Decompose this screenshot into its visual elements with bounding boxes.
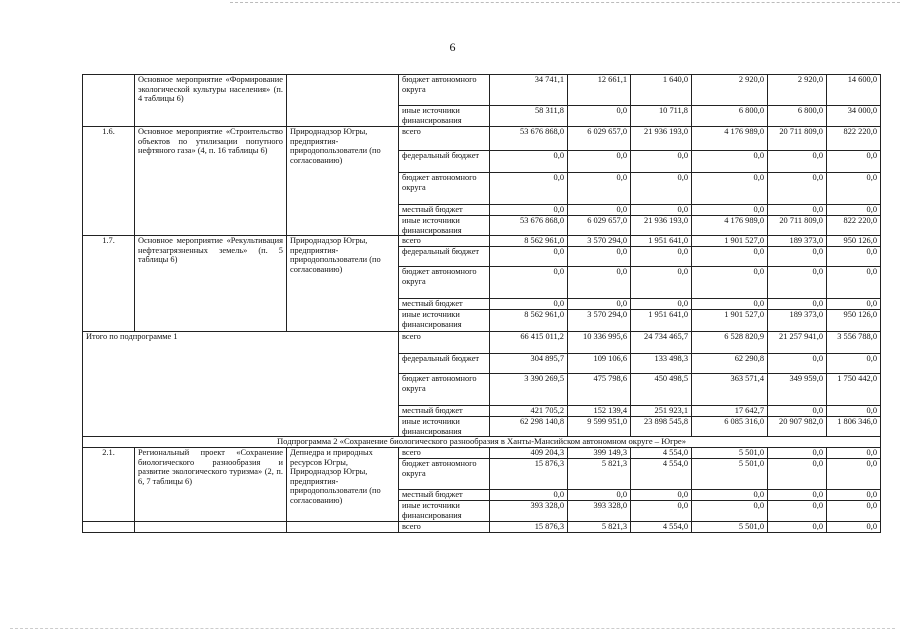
value-cell: 349 959,0 [768, 374, 827, 406]
value-cell: 0,0 [768, 299, 827, 310]
table-row [83, 332, 881, 354]
value-cell: 0,0 [827, 205, 881, 216]
value-cell: 0,0 [768, 501, 827, 522]
value-cell: 152 139,4 [568, 406, 631, 417]
value-cell: 6 800,0 [768, 106, 827, 127]
value-cell: 0,0 [568, 299, 631, 310]
value-cell: 409 204,3 [490, 448, 568, 459]
value-cell: 0,0 [490, 205, 568, 216]
value-cell: 251 923,1 [631, 406, 692, 417]
scan-bottom-edge [10, 628, 895, 629]
value-cell: 0,0 [768, 267, 827, 299]
value-cell: 0,0 [768, 173, 827, 205]
value-cell: 0,0 [692, 173, 768, 205]
value-cell: 0,0 [568, 173, 631, 205]
value-cell: 15 876,3 [490, 459, 568, 490]
value-cell: 21 936 193,0 [631, 216, 692, 236]
value-cell: 0,0 [768, 406, 827, 417]
funding-source: всего [399, 448, 490, 459]
value-cell: 20 711 809,0 [768, 127, 827, 151]
value-cell: 21 257 941,0 [768, 332, 827, 354]
table-row [83, 127, 881, 151]
value-cell: 34 741,1 [490, 75, 568, 106]
value-cell: 53 676 868,0 [490, 127, 568, 151]
value-cell: 6 029 657,0 [568, 216, 631, 236]
measure-name: Основное мероприятие «Строительство объектов по утилизации попутного нефтяного газа» (4, п. 16 таблицы 6) [135, 127, 287, 236]
value-cell: 4 176 989,0 [692, 127, 768, 151]
value-cell: 0,0 [631, 151, 692, 173]
value-cell: 34 000,0 [827, 106, 881, 127]
funding-source: иные источники финансирования [399, 501, 490, 522]
executor [287, 75, 399, 127]
value-cell: 0,0 [827, 173, 881, 205]
funding-source: местный бюджет [399, 406, 490, 417]
value-cell: 0,0 [490, 299, 568, 310]
value-cell: 0,0 [490, 151, 568, 173]
value-cell: 0,0 [631, 299, 692, 310]
funding-source: бюджет автономного округа [399, 459, 490, 490]
value-cell: 0,0 [768, 354, 827, 374]
table-row [83, 437, 881, 448]
value-cell: 0,0 [692, 267, 768, 299]
row-number: 1.7. [83, 236, 135, 332]
funding-source: федеральный бюджет [399, 354, 490, 374]
value-cell: 0,0 [827, 354, 881, 374]
funding-source: бюджет автономного округа [399, 75, 490, 106]
measure-name: Основное мероприятие «Рекультивация нефтезагрязненных земель» (п. 5 таблицы 6) [135, 236, 287, 332]
funding-source: бюджет автономного округа [399, 374, 490, 406]
row-number: 2.1. [83, 448, 135, 522]
value-cell: 0,0 [692, 490, 768, 501]
value-cell: 0,0 [692, 299, 768, 310]
funding-source: всего [399, 127, 490, 151]
value-cell: 1 901 527,0 [692, 310, 768, 332]
funding-source: местный бюджет [399, 490, 490, 501]
funding-source: всего [399, 332, 490, 354]
value-cell: 6 085 316,0 [692, 417, 768, 437]
value-cell: 189 373,0 [768, 236, 827, 247]
value-cell: 0,0 [631, 501, 692, 522]
value-cell: 0,0 [827, 267, 881, 299]
value-cell: 3 570 294,0 [568, 236, 631, 247]
page-number: 6 [449, 40, 456, 54]
funding-source: местный бюджет [399, 205, 490, 216]
value-cell: 6 528 820,9 [692, 332, 768, 354]
value-cell: 24 734 465,7 [631, 332, 692, 354]
value-cell: 0,0 [827, 151, 881, 173]
executor: Природнадзор Югры, предприятия-природопользователи (по согласованию) [287, 127, 399, 236]
value-cell: 14 600,0 [827, 75, 881, 106]
value-cell: 0,0 [568, 267, 631, 299]
value-cell: 0,0 [692, 501, 768, 522]
value-cell: 5 821,3 [568, 459, 631, 490]
value-cell: 0,0 [768, 205, 827, 216]
value-cell: 4 554,0 [631, 522, 692, 533]
value-cell: 1 750 442,0 [827, 374, 881, 406]
funding-source: бюджет автономного округа [399, 173, 490, 205]
value-cell: 0,0 [827, 299, 881, 310]
value-cell: 5 501,0 [692, 459, 768, 490]
funding-source: иные источники финансирования [399, 216, 490, 236]
table-row [83, 75, 881, 106]
value-cell: 0,0 [827, 522, 881, 533]
value-cell: 8 562 961,0 [490, 310, 568, 332]
value-cell: 0,0 [490, 267, 568, 299]
value-cell: 0,0 [631, 205, 692, 216]
funding-source: бюджет автономного округа [399, 267, 490, 299]
measure-name: Региональный проект «Сохранение биологического разнообразия и развитие экологического туризма» (2, п. 6, 7 таблицы 6) [135, 448, 287, 522]
executor: Природнадзор Югры, предприятия-природопользователи (по согласованию) [287, 236, 399, 332]
value-cell: 0,0 [568, 151, 631, 173]
value-cell: 0,0 [768, 151, 827, 173]
value-cell: 62 290,8 [692, 354, 768, 374]
value-cell: 475 798,6 [568, 374, 631, 406]
value-cell: 0,0 [490, 247, 568, 267]
value-cell: 4 176 989,0 [692, 216, 768, 236]
budget-table [82, 74, 881, 533]
value-cell: 109 106,6 [568, 354, 631, 374]
value-cell: 950 126,0 [827, 236, 881, 247]
value-cell: 0,0 [827, 247, 881, 267]
funding-source: всего [399, 522, 490, 533]
table-row [83, 522, 881, 533]
value-cell: 189 373,0 [768, 310, 827, 332]
value-cell: 2 920,0 [768, 75, 827, 106]
value-cell: 363 571,4 [692, 374, 768, 406]
value-cell: 0,0 [768, 448, 827, 459]
value-cell: 4 554,0 [631, 448, 692, 459]
value-cell: 3 390 269,5 [490, 374, 568, 406]
value-cell: 10 711,8 [631, 106, 692, 127]
funding-source: местный бюджет [399, 299, 490, 310]
value-cell: 0,0 [768, 490, 827, 501]
value-cell: 0,0 [568, 205, 631, 216]
scan-top-edge [230, 2, 900, 3]
value-cell: 1 951 641,0 [631, 310, 692, 332]
executor [287, 522, 399, 533]
funding-source: федеральный бюджет [399, 247, 490, 267]
value-cell: 0,0 [827, 448, 881, 459]
value-cell: 133 498,3 [631, 354, 692, 374]
value-cell: 2 920,0 [692, 75, 768, 106]
value-cell: 5 501,0 [692, 522, 768, 533]
value-cell: 393 328,0 [490, 501, 568, 522]
funding-source: иные источники финансирования [399, 310, 490, 332]
row-number [83, 75, 135, 127]
value-cell: 0,0 [568, 490, 631, 501]
value-cell: 0,0 [568, 106, 631, 127]
value-cell: 0,0 [768, 459, 827, 490]
value-cell: 1 640,0 [631, 75, 692, 106]
value-cell: 21 936 193,0 [631, 127, 692, 151]
value-cell: 58 311,8 [490, 106, 568, 127]
value-cell: 0,0 [768, 522, 827, 533]
value-cell: 15 876,3 [490, 522, 568, 533]
measure-name: Основное мероприятие «Формирование экологической культуры населения» (п. 4 таблицы 6) [135, 75, 287, 127]
value-cell: 0,0 [827, 459, 881, 490]
value-cell: 62 298 140,8 [490, 417, 568, 437]
funding-source: иные источники финансирования [399, 417, 490, 437]
value-cell: 304 895,7 [490, 354, 568, 374]
value-cell: 0,0 [768, 247, 827, 267]
value-cell: 0,0 [631, 267, 692, 299]
value-cell: 0,0 [631, 173, 692, 205]
value-cell: 0,0 [692, 151, 768, 173]
value-cell: 66 415 011,2 [490, 332, 568, 354]
subprogram-title: Подпрограмма 2 «Сохранение биологического разнообразия в Ханты-Мансийском автономном округе – Югре» [83, 437, 881, 448]
value-cell: 421 705,2 [490, 406, 568, 417]
funding-source: федеральный бюджет [399, 151, 490, 173]
value-cell: 6 800,0 [692, 106, 768, 127]
value-cell: 1 951 641,0 [631, 236, 692, 247]
value-cell: 0,0 [631, 247, 692, 267]
value-cell: 20 907 982,0 [768, 417, 827, 437]
value-cell: 17 642,7 [692, 406, 768, 417]
subtotal-label: Итого по подпрограмме 1 [83, 332, 399, 437]
value-cell: 0,0 [631, 490, 692, 501]
value-cell: 4 554,0 [631, 459, 692, 490]
value-cell: 399 149,3 [568, 448, 631, 459]
value-cell: 0,0 [490, 173, 568, 205]
executor: Депнедра и природных ресурсов Югры, Природнадзор Югры, предприятия-природопользователи (по согласованию) [287, 448, 399, 522]
value-cell: 0,0 [568, 247, 631, 267]
value-cell: 6 029 657,0 [568, 127, 631, 151]
value-cell: 0,0 [692, 247, 768, 267]
value-cell: 9 599 951,0 [568, 417, 631, 437]
value-cell: 20 711 809,0 [768, 216, 827, 236]
value-cell: 0,0 [827, 406, 881, 417]
value-cell: 822 220,0 [827, 216, 881, 236]
value-cell: 23 898 545,8 [631, 417, 692, 437]
value-cell: 0,0 [490, 490, 568, 501]
value-cell: 950 126,0 [827, 310, 881, 332]
value-cell: 450 498,5 [631, 374, 692, 406]
value-cell: 0,0 [692, 205, 768, 216]
value-cell: 12 661,1 [568, 75, 631, 106]
value-cell: 822 220,0 [827, 127, 881, 151]
value-cell: 8 562 961,0 [490, 236, 568, 247]
value-cell: 0,0 [827, 490, 881, 501]
value-cell: 393 328,0 [568, 501, 631, 522]
value-cell: 10 336 995,6 [568, 332, 631, 354]
value-cell: 3 556 788,0 [827, 332, 881, 354]
row-number: 1.6. [83, 127, 135, 236]
funding-source: всего [399, 236, 490, 247]
value-cell: 3 570 294,0 [568, 310, 631, 332]
measure-name [135, 522, 287, 533]
table-row [83, 236, 881, 247]
value-cell: 53 676 868,0 [490, 216, 568, 236]
value-cell: 1 806 346,0 [827, 417, 881, 437]
row-number [83, 522, 135, 533]
table-row [83, 448, 881, 459]
value-cell: 5 821,3 [568, 522, 631, 533]
value-cell: 0,0 [827, 501, 881, 522]
value-cell: 5 501,0 [692, 448, 768, 459]
value-cell: 1 901 527,0 [692, 236, 768, 247]
funding-source: иные источники финансирования [399, 106, 490, 127]
